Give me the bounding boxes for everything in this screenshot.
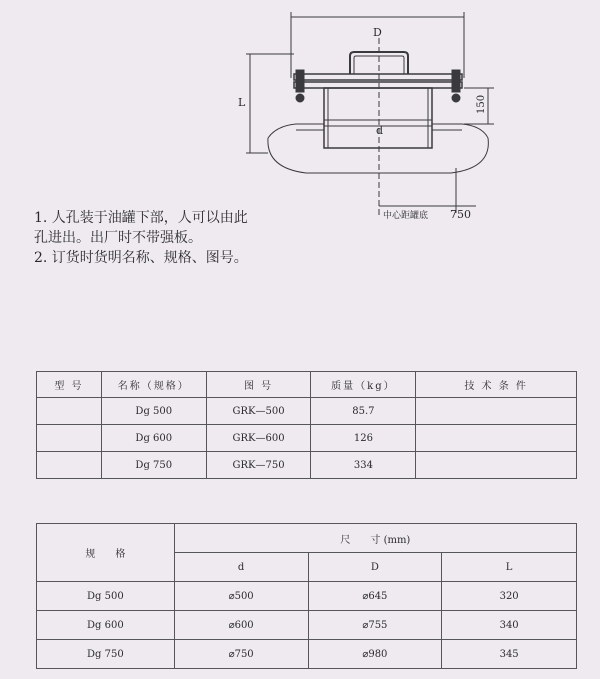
cell: ⌀980 [308, 640, 442, 669]
cell: Dg 500 [37, 582, 175, 611]
cell: Dg 500 [101, 398, 206, 425]
cell [416, 398, 577, 425]
col-tech-conditions: 技 术 条 件 [416, 372, 577, 398]
col-model: 型 号 [37, 372, 102, 398]
note-2: 2. 订货时货明名称、规格、图号。 [34, 250, 248, 266]
cell: ⌀600 [174, 611, 308, 640]
manhole-drawing [236, 8, 500, 220]
dimension-table [36, 523, 577, 669]
label-750: 750 [450, 208, 471, 220]
label-150: 150 [476, 94, 487, 114]
col-D: D [308, 553, 442, 582]
col-spec: 规 格 [37, 524, 175, 582]
cell: 320 [442, 582, 577, 611]
label-D: D [373, 26, 382, 39]
cell [37, 398, 102, 425]
table-row [37, 640, 577, 669]
cell: Dg 600 [101, 425, 206, 452]
cell: GRK—500 [206, 398, 311, 425]
table-row [37, 425, 577, 452]
col-size: 尺 寸 (mm) [174, 524, 576, 553]
cell: 334 [311, 452, 416, 479]
table-row [37, 582, 577, 611]
cell: Dg 750 [37, 640, 175, 669]
table-row [37, 398, 577, 425]
cell: Dg 600 [37, 611, 175, 640]
cell: 340 [442, 611, 577, 640]
note-1-cont: 孔进出。出厂时不带强板。 [34, 230, 202, 246]
cell: GRK—750 [206, 452, 311, 479]
cell: ⌀645 [308, 582, 442, 611]
notes [34, 208, 248, 268]
cell: 85.7 [311, 398, 416, 425]
col-L: L [442, 553, 577, 582]
product-table [36, 371, 577, 479]
table-row [37, 452, 577, 479]
col-drawing-no: 图 号 [206, 372, 311, 398]
cell: ⌀750 [174, 640, 308, 669]
cell [416, 425, 577, 452]
cell: 345 [442, 640, 577, 669]
col-name: 名称（规格） [101, 372, 206, 398]
cell [37, 452, 102, 479]
label-d: d [376, 124, 384, 137]
table-row [37, 611, 577, 640]
cell: ⌀500 [174, 582, 308, 611]
cell: ⌀755 [308, 611, 442, 640]
cell: GRK—600 [206, 425, 311, 452]
label-center-to-bottom: 中心距罐底 [383, 211, 429, 220]
col-mass: 质量（kg） [311, 372, 416, 398]
col-d: d [174, 553, 308, 582]
note-1: 1. 人孔装于油罐下部，人可以由此 [34, 210, 248, 226]
cell [416, 452, 577, 479]
cell [37, 425, 102, 452]
cell: Dg 750 [101, 452, 206, 479]
label-L: L [238, 96, 246, 109]
cell: 126 [311, 425, 416, 452]
